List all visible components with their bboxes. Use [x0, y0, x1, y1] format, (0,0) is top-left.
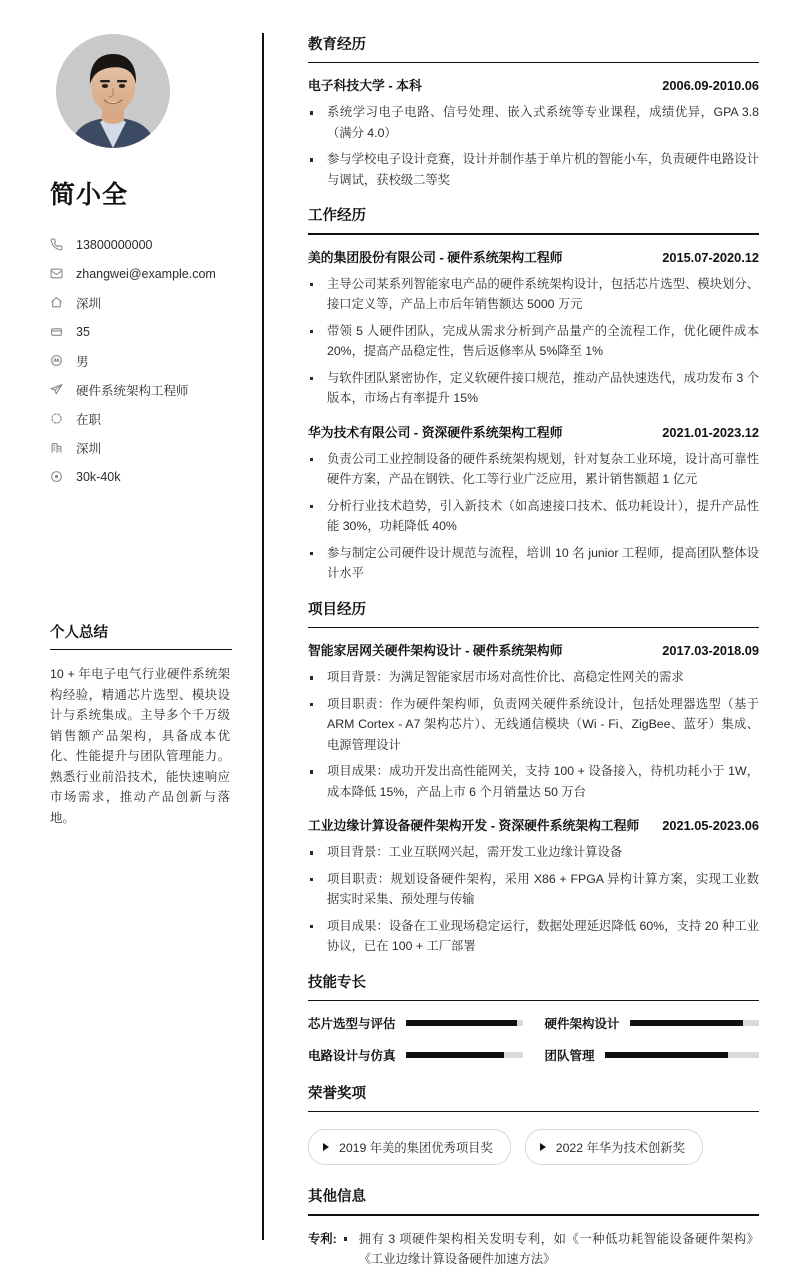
other-label: 专利: — [308, 1231, 337, 1246]
award-pill[interactable] — [525, 1129, 703, 1165]
contact-list — [48, 230, 234, 491]
person-name: 简小全 — [50, 181, 129, 209]
main-column — [262, 0, 794, 1274]
skill-track — [406, 1020, 523, 1027]
entry-title: 工业边缘计算设备硬件架构开发 - 资深硬件系统架构工程师 — [308, 818, 640, 834]
skills-grid — [308, 1014, 759, 1064]
bullet-item: 项目背景：为满足智能家居市场对高性价比、高稳定性网关的需求 — [308, 667, 759, 688]
entry-header — [308, 641, 759, 660]
entry-date: 2006.09-2010.06 — [662, 78, 759, 94]
contact-value: 男 — [76, 354, 89, 369]
bullet-item: 参与制定公司硬件设计规范与流程，培训 10 名 junior 工程师，提高团队整体设计水平 — [308, 543, 759, 584]
contact-expected-city — [48, 433, 234, 462]
contact-email — [48, 259, 234, 288]
building-icon — [48, 439, 65, 456]
contact-age — [48, 317, 234, 346]
home-icon — [48, 294, 65, 311]
bullet-item: 项目职责：规划设备硬件架构，采用 X86 + FPGA 异构计算方案，实现工业数据实时采集、预处理与传输 — [308, 869, 759, 910]
skill-name: 团队管理 — [544, 1049, 595, 1064]
summary-heading: 个人总结 — [50, 625, 108, 641]
bullet-item: 项目成果：设备在工业现场稳定运行，数据处理延迟降低 60%，支持 20 种工业协议，已在 100 + 工厂部署 — [308, 916, 759, 957]
target-icon — [48, 468, 65, 485]
bullet-item: 项目背景：工业互联网兴起，需开发工业边缘计算设备 — [308, 842, 759, 863]
section-work — [308, 204, 759, 583]
contact-value: 深圳 — [76, 441, 102, 456]
bullet-list — [308, 842, 759, 957]
section-heading: 工作经历 — [308, 208, 366, 225]
entry-header — [308, 248, 759, 267]
skill-item — [545, 1014, 760, 1032]
education-entry — [308, 76, 759, 190]
skill-fill — [406, 1020, 517, 1027]
other-row — [308, 1229, 759, 1270]
sidebar — [0, 0, 262, 1274]
contact-value: 13800000000 — [76, 237, 153, 252]
phone-icon — [48, 236, 65, 253]
section-rule — [308, 1214, 759, 1215]
section-heading: 教育经历 — [308, 37, 366, 53]
section-education — [308, 33, 759, 190]
bullet-item: 带领 5 人硬件团队，完成从需求分析到产品量产的全流程工作，优化硬件成本 20%，提高产品稳定性，售后返修率从 5%降至 1% — [308, 321, 759, 362]
section-other — [308, 1185, 759, 1269]
section-rule — [308, 627, 759, 628]
play-triangle-icon — [323, 1143, 329, 1151]
entry-title: 智能家居网关硬件架构设计 - 硬件系统架构师 — [308, 643, 563, 659]
skill-item — [308, 1014, 523, 1032]
section-heading: 技能专长 — [308, 974, 366, 991]
contact-gender — [48, 346, 234, 375]
contact-value: 硬件系统架构工程师 — [76, 383, 189, 398]
section-heading: 项目经历 — [308, 601, 366, 618]
bullet-item: 项目职责：作为硬件架构师，负责网关硬件系统设计，包括处理器选型（基于 ARM Cortex - A7 架构芯片）、无线通信模块（Wi - Fi、ZigBee、蓝牙）集成、电源管理设计 — [308, 694, 759, 756]
bullet-list — [308, 102, 759, 190]
award-label: 2022 年华为技术创新奖 — [555, 1141, 685, 1156]
bullet-item: 主导公司某系列智能家电产品的硬件系统架构设计，包括芯片选型、模块划分、接口定义等，产品上市后年销售额达 5000 万元 — [308, 274, 759, 315]
section-rule — [308, 233, 759, 234]
bullet-item: 项目成果：成功开发出高性能网关，支持 100 + 设备接入，待机功耗小于 1W，成本降低 15%，产品上市 6 个月销量达 50 万台 — [308, 761, 759, 802]
section-heading: 荣誉奖项 — [308, 1086, 366, 1103]
section-skills — [308, 971, 759, 1064]
bullet-item: 参与学校电子设计竞赛，设计并制作基于单片机的智能小车，负责硬件电路设计与调试，获校级二等奖 — [308, 149, 759, 190]
skill-item — [545, 1046, 760, 1064]
entry-header — [308, 76, 759, 95]
skill-fill — [605, 1052, 729, 1059]
entry-header — [308, 816, 759, 835]
skill-track — [406, 1052, 523, 1059]
paper-plane-icon — [48, 381, 65, 398]
refresh-icon — [48, 410, 65, 427]
avatar — [56, 34, 170, 148]
entry-title: 华为技术有限公司 - 资深硬件系统架构工程师 — [308, 424, 563, 440]
bullet-item: 与软件团队紧密协作，定义软硬件接口规范，推动产品快速迭代，成功发布 3 个版本，市场占有率提升 15% — [308, 368, 759, 409]
section-awards — [308, 1082, 759, 1165]
project-entry — [308, 816, 759, 957]
bullet-list — [308, 667, 759, 802]
gender-icon — [48, 352, 65, 369]
skill-name: 芯片选型与评估 — [308, 1017, 396, 1032]
entry-date: 2021.05-2023.06 — [662, 818, 759, 834]
bullet-item: 系统学习电子电路、信号处理、嵌入式系统等专业课程，成绩优异，GPA 3.8（满分 4.0） — [308, 102, 759, 143]
entry-date: 2015.07-2020.12 — [662, 249, 759, 265]
skill-track — [630, 1020, 759, 1027]
contact-value: 35 — [76, 324, 90, 339]
play-triangle-icon — [540, 1143, 546, 1151]
contact-job-status — [48, 404, 234, 433]
entry-date: 2017.03-2018.09 — [662, 643, 759, 659]
section-rule — [308, 1111, 759, 1112]
other-text: 拥有 3 项硬件架构相关发明专利，如《一种低功耗智能设备硬件架构》《工业边缘计算设备硬件加速方法》 — [343, 1229, 759, 1270]
skill-fill — [630, 1020, 744, 1027]
entry-header — [308, 423, 759, 442]
envelope-icon — [48, 265, 65, 282]
bullet-item: 负责公司工业控制设备的硬件系统架构规划，针对复杂工业环境，设计高可靠性硬件方案，产品在钢铁、化工等行业广泛应用，累计销售额超 1 亿元 — [308, 449, 759, 490]
entry-date: 2021.01-2023.12 — [662, 424, 759, 440]
contact-value: zhangwei@example.com — [76, 266, 216, 281]
summary-text: 10 + 年电子电气行业硬件系统架构经验，精通芯片选型、模块设计与系统集成。主导多个千万级销售额产品架构，具备成本优化、性能提升与团队管理能力。熟悉行业前沿技术，能快速响应市场需求，推动产品创新与落地。 — [50, 667, 230, 825]
contact-job-title — [48, 375, 234, 404]
contact-value: 深圳 — [76, 296, 102, 311]
contact-location — [48, 288, 234, 317]
awards-row — [308, 1125, 759, 1165]
contact-value: 30k-40k — [76, 469, 121, 484]
skill-fill — [406, 1052, 504, 1059]
summary-section — [48, 621, 234, 828]
section-projects — [308, 598, 759, 957]
contact-phone — [48, 230, 234, 259]
project-entry — [308, 641, 759, 802]
skill-name: 硬件架构设计 — [544, 1017, 620, 1032]
skill-name: 电路设计与仿真 — [308, 1049, 396, 1064]
bullet-list — [308, 274, 759, 409]
contact-salary — [48, 462, 234, 491]
bullet-list — [308, 449, 759, 584]
column-divider — [262, 33, 264, 1240]
skill-track — [605, 1052, 759, 1059]
entry-title: 美的集团股份有限公司 - 硬件系统架构工程师 — [308, 249, 563, 265]
skill-item — [308, 1046, 523, 1064]
award-pill[interactable] — [308, 1129, 511, 1165]
entry-title: 电子科技大学 - 本科 — [308, 78, 422, 94]
contact-value: 在职 — [76, 412, 102, 427]
section-heading: 其他信息 — [308, 1189, 366, 1206]
summary-rule — [50, 649, 232, 650]
award-label: 2019 年美的集团优秀项目奖 — [339, 1141, 493, 1156]
id-card-icon — [48, 323, 65, 340]
section-rule — [308, 62, 759, 63]
section-rule — [308, 1000, 759, 1001]
work-entry — [308, 423, 759, 584]
work-entry — [308, 248, 759, 409]
portrait-photo-icon — [56, 34, 170, 148]
bullet-item: 分析行业技术趋势，引入新技术（如高速接口技术、低功耗设计），提升产品性能 30%，功耗降低 40% — [308, 496, 759, 537]
